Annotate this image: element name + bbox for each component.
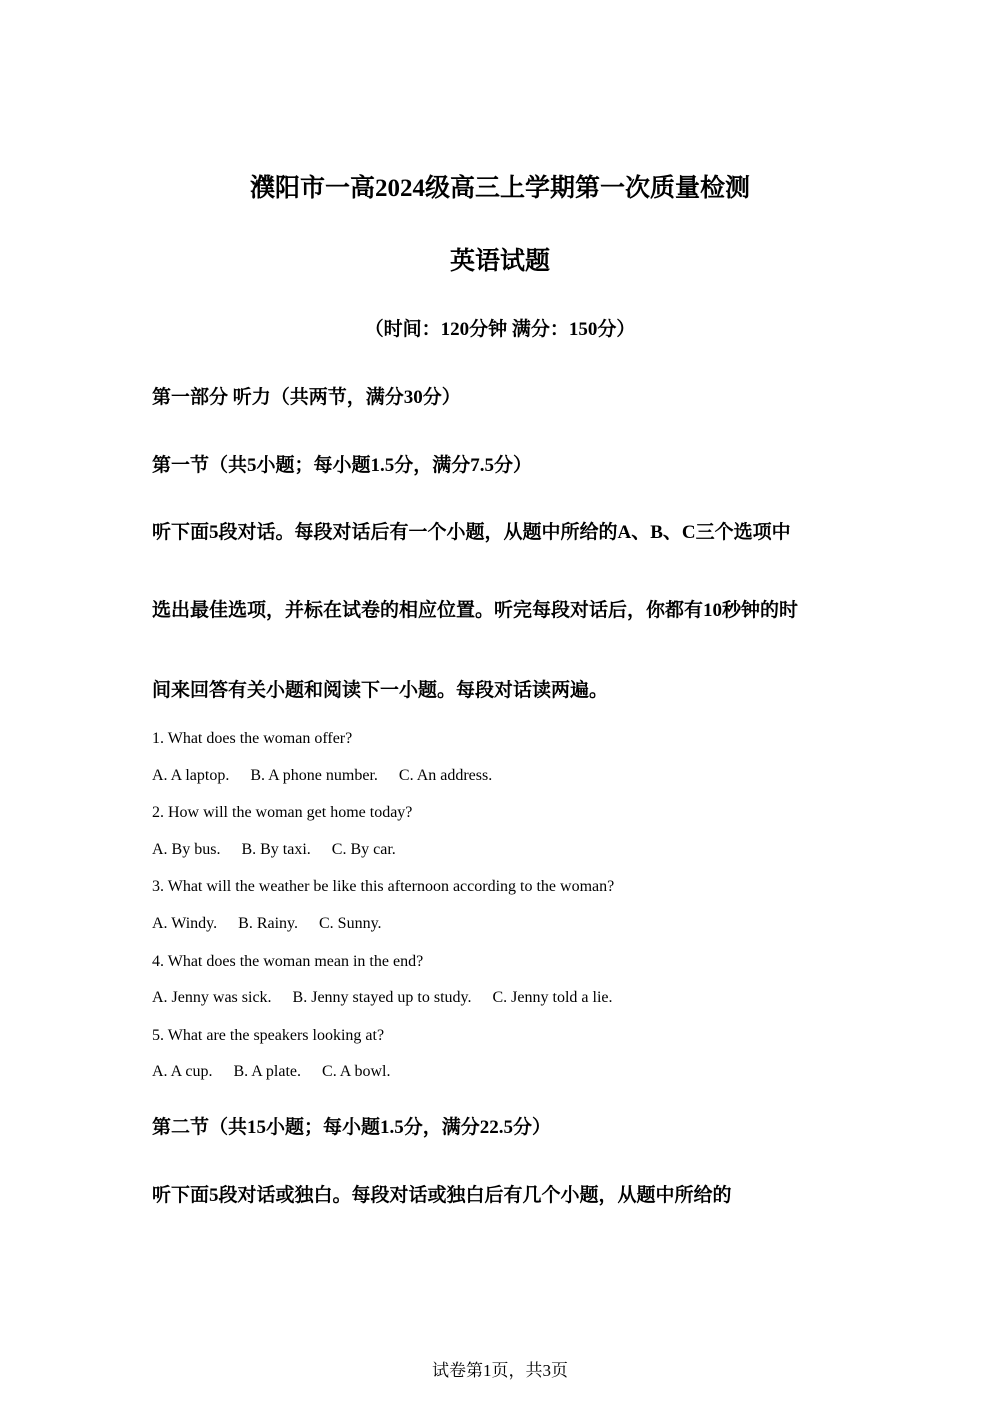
question-1-option-c: C. An address. xyxy=(398,767,493,784)
question-5-option-a: A. A cup. xyxy=(152,1063,213,1080)
question-5-option-c: C. A bowl. xyxy=(322,1063,391,1080)
question-2-option-a: A. By bus. xyxy=(152,841,221,858)
question-3-option-a: A. Windy. xyxy=(152,915,218,932)
section2-heading: 第二节（共15小题；每小题1.5分，满分22.5分） xyxy=(152,1117,552,1138)
section1-instruction-line-1: 听下面5段对话。每段对话后有一个小题，从题中所给的A、B、C三个选项中 xyxy=(152,522,791,543)
question-1-option-a: A. A laptop. xyxy=(152,767,230,784)
question-2-option-c: C. By car. xyxy=(331,841,396,858)
question-1-option-b: B. A phone number. xyxy=(250,767,378,784)
question-3-options xyxy=(152,915,403,933)
question-3-option-b: B. Rainy. xyxy=(238,915,298,932)
question-2-options xyxy=(152,841,417,859)
section1-instruction-line-2: 选出最佳选项，并标在试卷的相应位置。听完每段对话后，你都有10秒钟的时 xyxy=(152,600,799,621)
section1-instruction-line-3: 间来回答有关小题和阅读下一小题。每段对话读两遍。 xyxy=(152,680,609,701)
question-4-option-c: C. Jenny told a lie. xyxy=(492,989,613,1006)
page-footer: 试卷第1页，共3页 xyxy=(432,1361,568,1380)
part1-heading: 第一部分 听力（共两节，满分30分） xyxy=(152,387,461,408)
section1-heading: 第一节（共5小题；每小题1.5分，满分7.5分） xyxy=(152,455,533,476)
question-5-option-b: B. A plate. xyxy=(233,1063,302,1080)
question-2-option-b: B. By taxi. xyxy=(241,841,311,858)
question-4-option-a: A. Jenny was sick. xyxy=(152,989,272,1006)
question-4-options xyxy=(152,989,633,1007)
question-2: 2. How will the woman get home today? xyxy=(152,804,413,821)
question-3-option-c: C. Sunny. xyxy=(319,915,382,932)
exam-subject-title: 英语试题 xyxy=(449,248,550,275)
question-4-option-b: B. Jenny stayed up to study. xyxy=(292,989,472,1006)
question-1-options xyxy=(152,767,513,785)
time-and-score-info: （时间：120分钟 满分：150分） xyxy=(364,319,636,340)
question-5-options xyxy=(152,1063,411,1081)
question-4: 4. What does the woman mean in the end? xyxy=(152,953,424,970)
question-1: 1. What does the woman offer? xyxy=(152,730,353,747)
question-5: 5. What are the speakers looking at? xyxy=(152,1027,385,1044)
section2-instruction: 听下面5段对话或独白。每段对话或独白后有几个小题，从题中所给的 xyxy=(152,1185,732,1206)
exam-title: 濮阳市一高2024级高三上学期第一次质量检测 xyxy=(249,175,750,202)
question-3: 3. What will the weather be like this afternoon according to the woman? xyxy=(152,878,615,895)
